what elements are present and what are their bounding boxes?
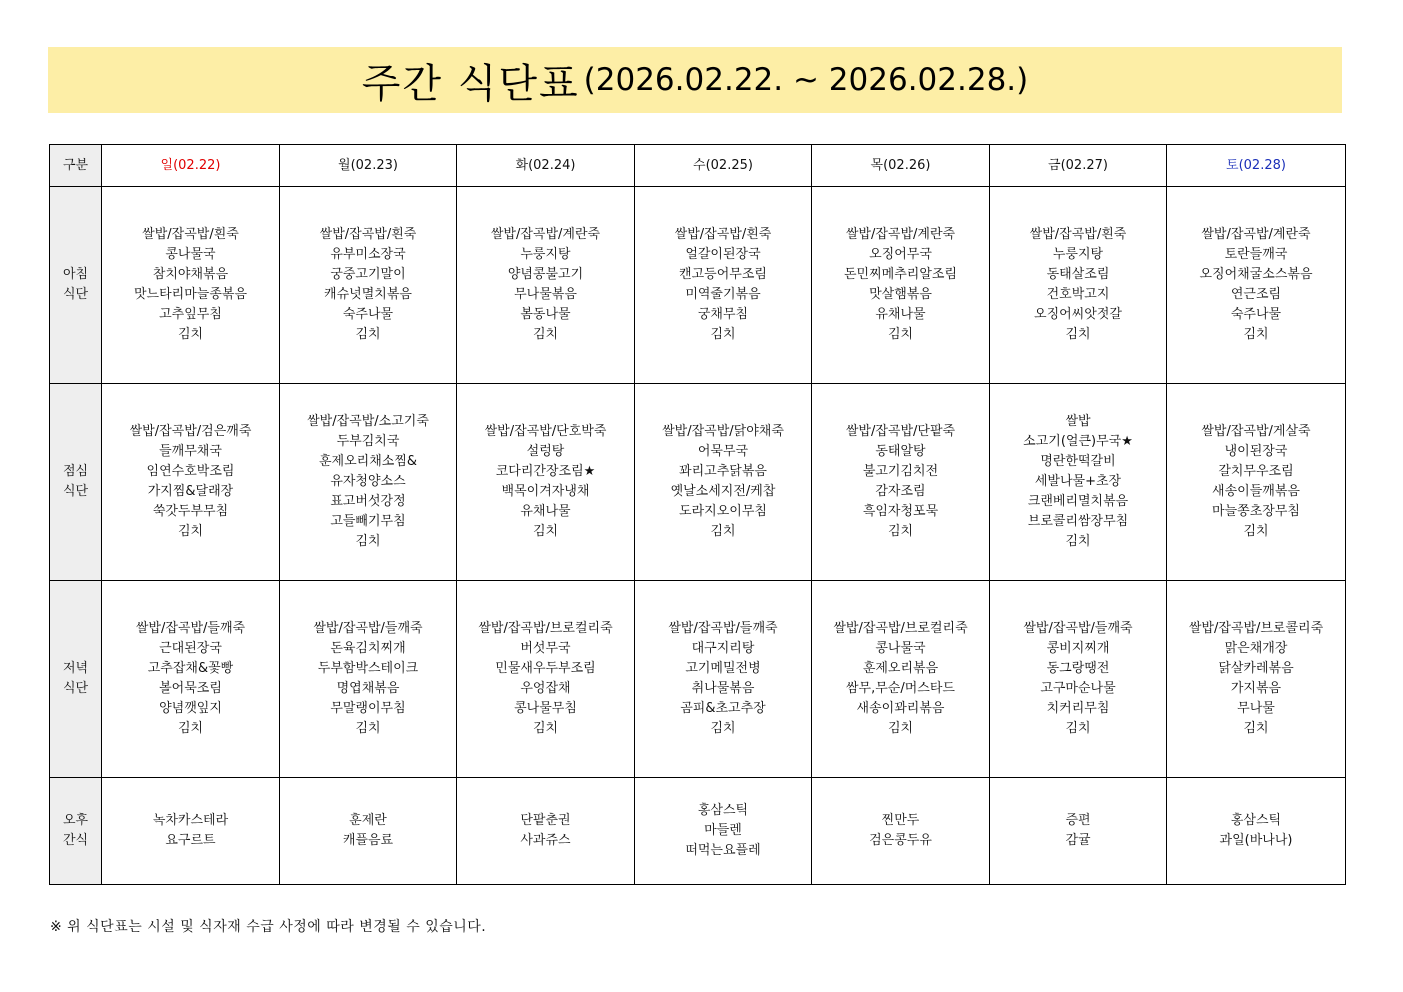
menu-item: 요구르트	[165, 833, 216, 848]
menu-item: 고기메밀전병	[685, 661, 761, 676]
menu-item: 크랜베리멸치볶음	[1027, 494, 1129, 509]
menu-cell	[812, 187, 990, 384]
menu-item: 쌀밥/잡곡밥/들깨죽	[1023, 621, 1133, 636]
menu-item: 숙주나물	[1230, 307, 1282, 322]
menu-cell	[280, 187, 457, 384]
menu-item: 쌀밥/잡곡밥/흰죽	[674, 227, 772, 242]
menu-item: 명엽채볶음	[336, 681, 400, 696]
meal-row-lunch	[50, 384, 1346, 581]
meal-row-breakfast	[50, 187, 1346, 384]
menu-item: 마들렌	[704, 823, 742, 838]
menu-item: 쌀밥/잡곡밥/흰죽	[1029, 227, 1127, 242]
menu-item: 돈민찌메추리알조림	[843, 267, 958, 282]
menu-cell	[102, 778, 280, 885]
menu-item: 캔고등어무조림	[679, 267, 767, 282]
menu-item: 백목이겨자냉채	[501, 484, 590, 499]
menu-item: 어묵무국	[697, 444, 749, 459]
menu-item: 김치	[1243, 327, 1269, 342]
day-header-saturday: 토(02.28)	[1167, 145, 1346, 187]
menu-cell	[102, 384, 280, 581]
menu-item: 흑임자청포묵	[862, 504, 939, 519]
menu-item: 김치	[1065, 534, 1091, 549]
menu-item: 취나물볶음	[691, 681, 755, 696]
menu-item: 쌀밥/잡곡밥/소고기죽	[307, 414, 429, 429]
menu-item: 유채나물	[520, 504, 571, 519]
menu-item: 훈제오리채소찜&	[318, 454, 418, 469]
row-label-line: 오후	[62, 813, 89, 828]
menu-cell	[102, 187, 280, 384]
menu-cell	[280, 581, 457, 778]
menu-cell	[635, 581, 812, 778]
row-label-line: 아침	[62, 267, 89, 282]
menu-item: 캐플음료	[342, 833, 394, 848]
menu-item: 볼어묵조림	[159, 681, 222, 696]
page-title: 주간 식단표	[361, 60, 580, 107]
menu-item: 홍삼스틱	[697, 803, 749, 818]
menu-cell	[1167, 384, 1346, 581]
row-label-line: 점심	[62, 464, 89, 479]
menu-item: 무말랭이무침	[330, 701, 406, 716]
menu-item: 김치	[1065, 721, 1091, 736]
day-header-friday: 금(02.27)	[990, 145, 1167, 187]
menu-item: 코다리간장조림★	[495, 464, 596, 479]
menu-item: 김치	[532, 524, 559, 539]
menu-cell	[812, 384, 990, 581]
menu-item: 김치	[355, 534, 381, 549]
footnote: ※ 위 식단표는 시설 및 식자재 수급 사정에 따라 변경될 수 있습니다.	[50, 919, 487, 935]
menu-item: 쌀밥/잡곡밥/단팥죽	[845, 424, 956, 439]
menu-item: 쌀밥/잡곡밥/브로컬리죽	[833, 621, 968, 636]
menu-item: 불고기김치전	[862, 464, 939, 479]
menu-item: 쌀밥/잡곡밥/브로컬리죽	[478, 621, 613, 636]
menu-item: 과일(바나나)	[1219, 833, 1293, 848]
menu-item: 증편	[1065, 813, 1091, 828]
menu-item: 김치	[887, 524, 914, 539]
menu-item: 김치	[1243, 721, 1269, 736]
menu-cell	[812, 581, 990, 778]
menu-item: 연근조림	[1230, 287, 1282, 302]
menu-item: 쌀밥/잡곡밥/단호박죽	[484, 424, 607, 439]
menu-item: 김치	[532, 721, 559, 736]
menu-item: 궁채무침	[697, 307, 749, 322]
menu-item: 표고버섯강정	[330, 494, 406, 509]
menu-item: 감자조림	[875, 484, 926, 499]
menu-cell	[635, 778, 812, 885]
row-label-line: 저녁	[62, 661, 89, 676]
menu-item: 쌀밥/잡곡밥/닭야채죽	[662, 424, 784, 439]
menu-item: 옛날소세지전/케찹	[670, 484, 776, 499]
menu-item: 오징어채굴소스볶음	[1199, 267, 1313, 282]
menu-item: 건호박고지	[1046, 287, 1110, 302]
menu-item: 맛느타리마늘종볶음	[133, 287, 248, 302]
menu-item: 동그랑땡전	[1046, 661, 1110, 676]
menu-item: 오징어무국	[869, 247, 932, 262]
menu-item: 김치	[710, 327, 736, 342]
menu-item: 닭살카레볶음	[1218, 661, 1294, 676]
menu-item: 쌈무,무순/머스타드	[846, 681, 955, 696]
menu-item: 봄동나물	[520, 307, 571, 322]
menu-cell	[280, 778, 457, 885]
menu-cell	[280, 384, 457, 581]
menu-item: 가지볶음	[1230, 681, 1282, 696]
menu-item: 명란한떡갈비	[1040, 454, 1116, 469]
menu-item: 김치	[887, 721, 914, 736]
menu-cell	[635, 187, 812, 384]
menu-item: 토란들깨국	[1224, 247, 1288, 262]
menu-item: 쌀밥/잡곡밥/브로콜리죽	[1188, 621, 1324, 636]
menu-item: 유부미소장국	[330, 247, 406, 262]
menu-item: 김치	[177, 524, 204, 539]
menu-item: 김치	[532, 327, 559, 342]
menu-item: 유채나물	[875, 307, 926, 322]
menu-item: 궁중고기말이	[330, 267, 406, 282]
menu-cell	[102, 581, 280, 778]
menu-item: 떠먹는요플레	[685, 843, 761, 858]
menu-item: 콩나물무침	[514, 701, 577, 716]
menu-cell	[457, 187, 635, 384]
menu-item: 쌀밥/잡곡밥/검은깨죽	[129, 424, 252, 439]
menu-cell	[457, 778, 635, 885]
menu-item: 누룽지탕	[520, 247, 571, 262]
day-header-monday: 월(02.23)	[280, 145, 457, 187]
menu-cell	[1167, 187, 1346, 384]
menu-item: 맑은채개장	[1224, 641, 1288, 656]
menu-cell	[990, 384, 1167, 581]
menu-item: 쌀밥/잡곡밥/게살죽	[1201, 424, 1311, 439]
menu-item: 오징어씨앗젓갈	[1034, 307, 1122, 322]
menu-item: 참치야채볶음	[152, 267, 229, 282]
menu-cell	[990, 778, 1167, 885]
menu-cell	[1167, 581, 1346, 778]
menu-item: 가지찜&달래장	[147, 484, 234, 499]
menu-item: 동태살조림	[1046, 267, 1110, 282]
meal-row-dinner	[50, 581, 1346, 778]
menu-item: 김치	[177, 721, 204, 736]
menu-item: 양념깻잎지	[159, 701, 222, 716]
menu-item: 갈치무우조림	[1218, 464, 1294, 479]
menu-item: 냉이된장국	[1224, 444, 1288, 459]
title-banner	[48, 47, 1342, 113]
menu-item: 쑥갓두부무침	[152, 504, 229, 519]
menu-item: 숙주나물	[342, 307, 394, 322]
row-label	[50, 778, 102, 885]
menu-item: 고들빼기무침	[330, 514, 406, 529]
menu-item: 홍삼스틱	[1230, 813, 1282, 828]
menu-item: 쌀밥/잡곡밥/흰죽	[319, 227, 417, 242]
menu-item: 콩비지찌개	[1046, 641, 1110, 656]
date-range: (2026.02.22. ~ 2026.02.28.)	[583, 62, 1029, 98]
menu-item: 곰피&초고추장	[680, 701, 766, 716]
menu-item: 김치	[177, 327, 204, 342]
day-header-sunday: 일(02.22)	[102, 145, 280, 187]
menu-item: 임연수호박조림	[146, 464, 235, 479]
row-label	[50, 384, 102, 581]
menu-item: 무나물볶음	[514, 287, 577, 302]
menu-item: 새송이들깨볶음	[1212, 484, 1300, 499]
menu-item: 콩나물국	[875, 641, 926, 656]
menu-item: 훈제오리볶음	[862, 661, 939, 676]
day-header-tuesday: 화(02.24)	[457, 145, 635, 187]
menu-item: 소고기(얼큰)무국★	[1023, 434, 1133, 449]
menu-item: 쌀밥/잡곡밥/계란죽	[1201, 227, 1311, 242]
menu-item: 유자청양소스	[330, 474, 406, 489]
day-header-wednesday: 수(02.25)	[635, 145, 812, 187]
row-label-line: 식단	[62, 287, 89, 302]
menu-item: 민물새우두부조림	[495, 661, 596, 676]
menu-cell	[1167, 778, 1346, 885]
menu-item: 김치	[1243, 524, 1269, 539]
day-header-thursday: 목(02.26)	[812, 145, 990, 187]
menu-item: 김치	[710, 721, 736, 736]
menu-item: 고추잎무침	[159, 307, 222, 322]
meal-row-snack	[50, 778, 1346, 885]
menu-item: 김치	[887, 327, 914, 342]
menu-item: 김치	[710, 524, 736, 539]
row-label-line: 간식	[62, 833, 89, 848]
menu-item: 누룽지탕	[1052, 247, 1104, 262]
menu-item: 꽈리고추닭볶음	[679, 464, 767, 479]
row-label	[50, 581, 102, 778]
menu-item: 미역줄기볶음	[685, 287, 761, 302]
menu-item: 근대된장국	[159, 641, 222, 656]
menu-item: 단팥춘권	[520, 813, 571, 828]
menu-item: 김치	[355, 327, 381, 342]
menu-item: 버섯무국	[520, 641, 571, 656]
menu-item: 얼갈이된장국	[685, 247, 761, 262]
menu-item: 쌀밥/잡곡밥/계란죽	[490, 227, 601, 242]
menu-item: 세발나물+초장	[1034, 474, 1122, 489]
menu-item: 브로콜리쌈장무침	[1027, 514, 1129, 529]
menu-item: 쌀밥/잡곡밥/계란죽	[845, 227, 956, 242]
menu-item: 새송이꽈리볶음	[856, 701, 945, 716]
menu-item: 무나물	[1237, 701, 1275, 716]
menu-item: 도라지오이무침	[679, 504, 767, 519]
menu-cell	[990, 581, 1167, 778]
header-row	[50, 145, 1346, 187]
row-label-line: 식단	[62, 484, 89, 499]
menu-item: 쌀밥/잡곡밥/들깨죽	[135, 621, 246, 636]
menu-item: 쌀밥	[1065, 414, 1091, 429]
menu-item: 김치	[1065, 327, 1091, 342]
weekly-menu-table	[49, 144, 1346, 885]
menu-cell	[457, 581, 635, 778]
menu-item: 맛살햄볶음	[869, 287, 932, 302]
menu-item: 훈제란	[349, 813, 387, 828]
menu-item: 녹차카스테라	[152, 813, 229, 828]
menu-cell	[990, 187, 1167, 384]
menu-item: 대구지리탕	[691, 641, 755, 656]
menu-item: 검은콩두유	[869, 833, 932, 848]
menu-item: 설렁탕	[526, 444, 565, 459]
menu-item: 쌀밥/잡곡밥/흰죽	[142, 227, 239, 242]
menu-item: 사과쥬스	[520, 833, 571, 848]
menu-item: 양념콩불고기	[507, 267, 584, 282]
menu-cell	[457, 384, 635, 581]
menu-item: 두부함박스테이크	[317, 661, 419, 676]
menu-item: 들깨무채국	[159, 444, 222, 459]
row-label-line: 식단	[62, 681, 89, 696]
menu-item: 김치	[355, 721, 381, 736]
row-label	[50, 187, 102, 384]
menu-item: 감귤	[1065, 833, 1091, 848]
menu-item: 동태알탕	[875, 444, 926, 459]
menu-item: 찐만두	[881, 813, 920, 828]
menu-item: 고구마순나물	[1040, 681, 1116, 696]
menu-item: 마늘쫑초장무침	[1212, 504, 1300, 519]
menu-cell	[635, 384, 812, 581]
menu-item: 고추잡채&꽃빵	[147, 661, 234, 676]
menu-item: 콩나물국	[165, 247, 216, 262]
menu-item: 치커리무침	[1046, 701, 1110, 716]
corner-label: 구분	[50, 145, 102, 187]
menu-item: 쌀밥/잡곡밥/들깨죽	[313, 621, 423, 636]
menu-body	[50, 187, 1346, 885]
menu-item: 돈육김치찌개	[330, 641, 406, 656]
menu-item: 우엉잡채	[520, 681, 571, 696]
menu-item: 캐슈넛멸치볶음	[324, 287, 412, 302]
menu-item: 쌀밥/잡곡밥/들깨죽	[668, 621, 778, 636]
menu-cell	[812, 778, 990, 885]
menu-item: 두부김치국	[336, 434, 400, 449]
